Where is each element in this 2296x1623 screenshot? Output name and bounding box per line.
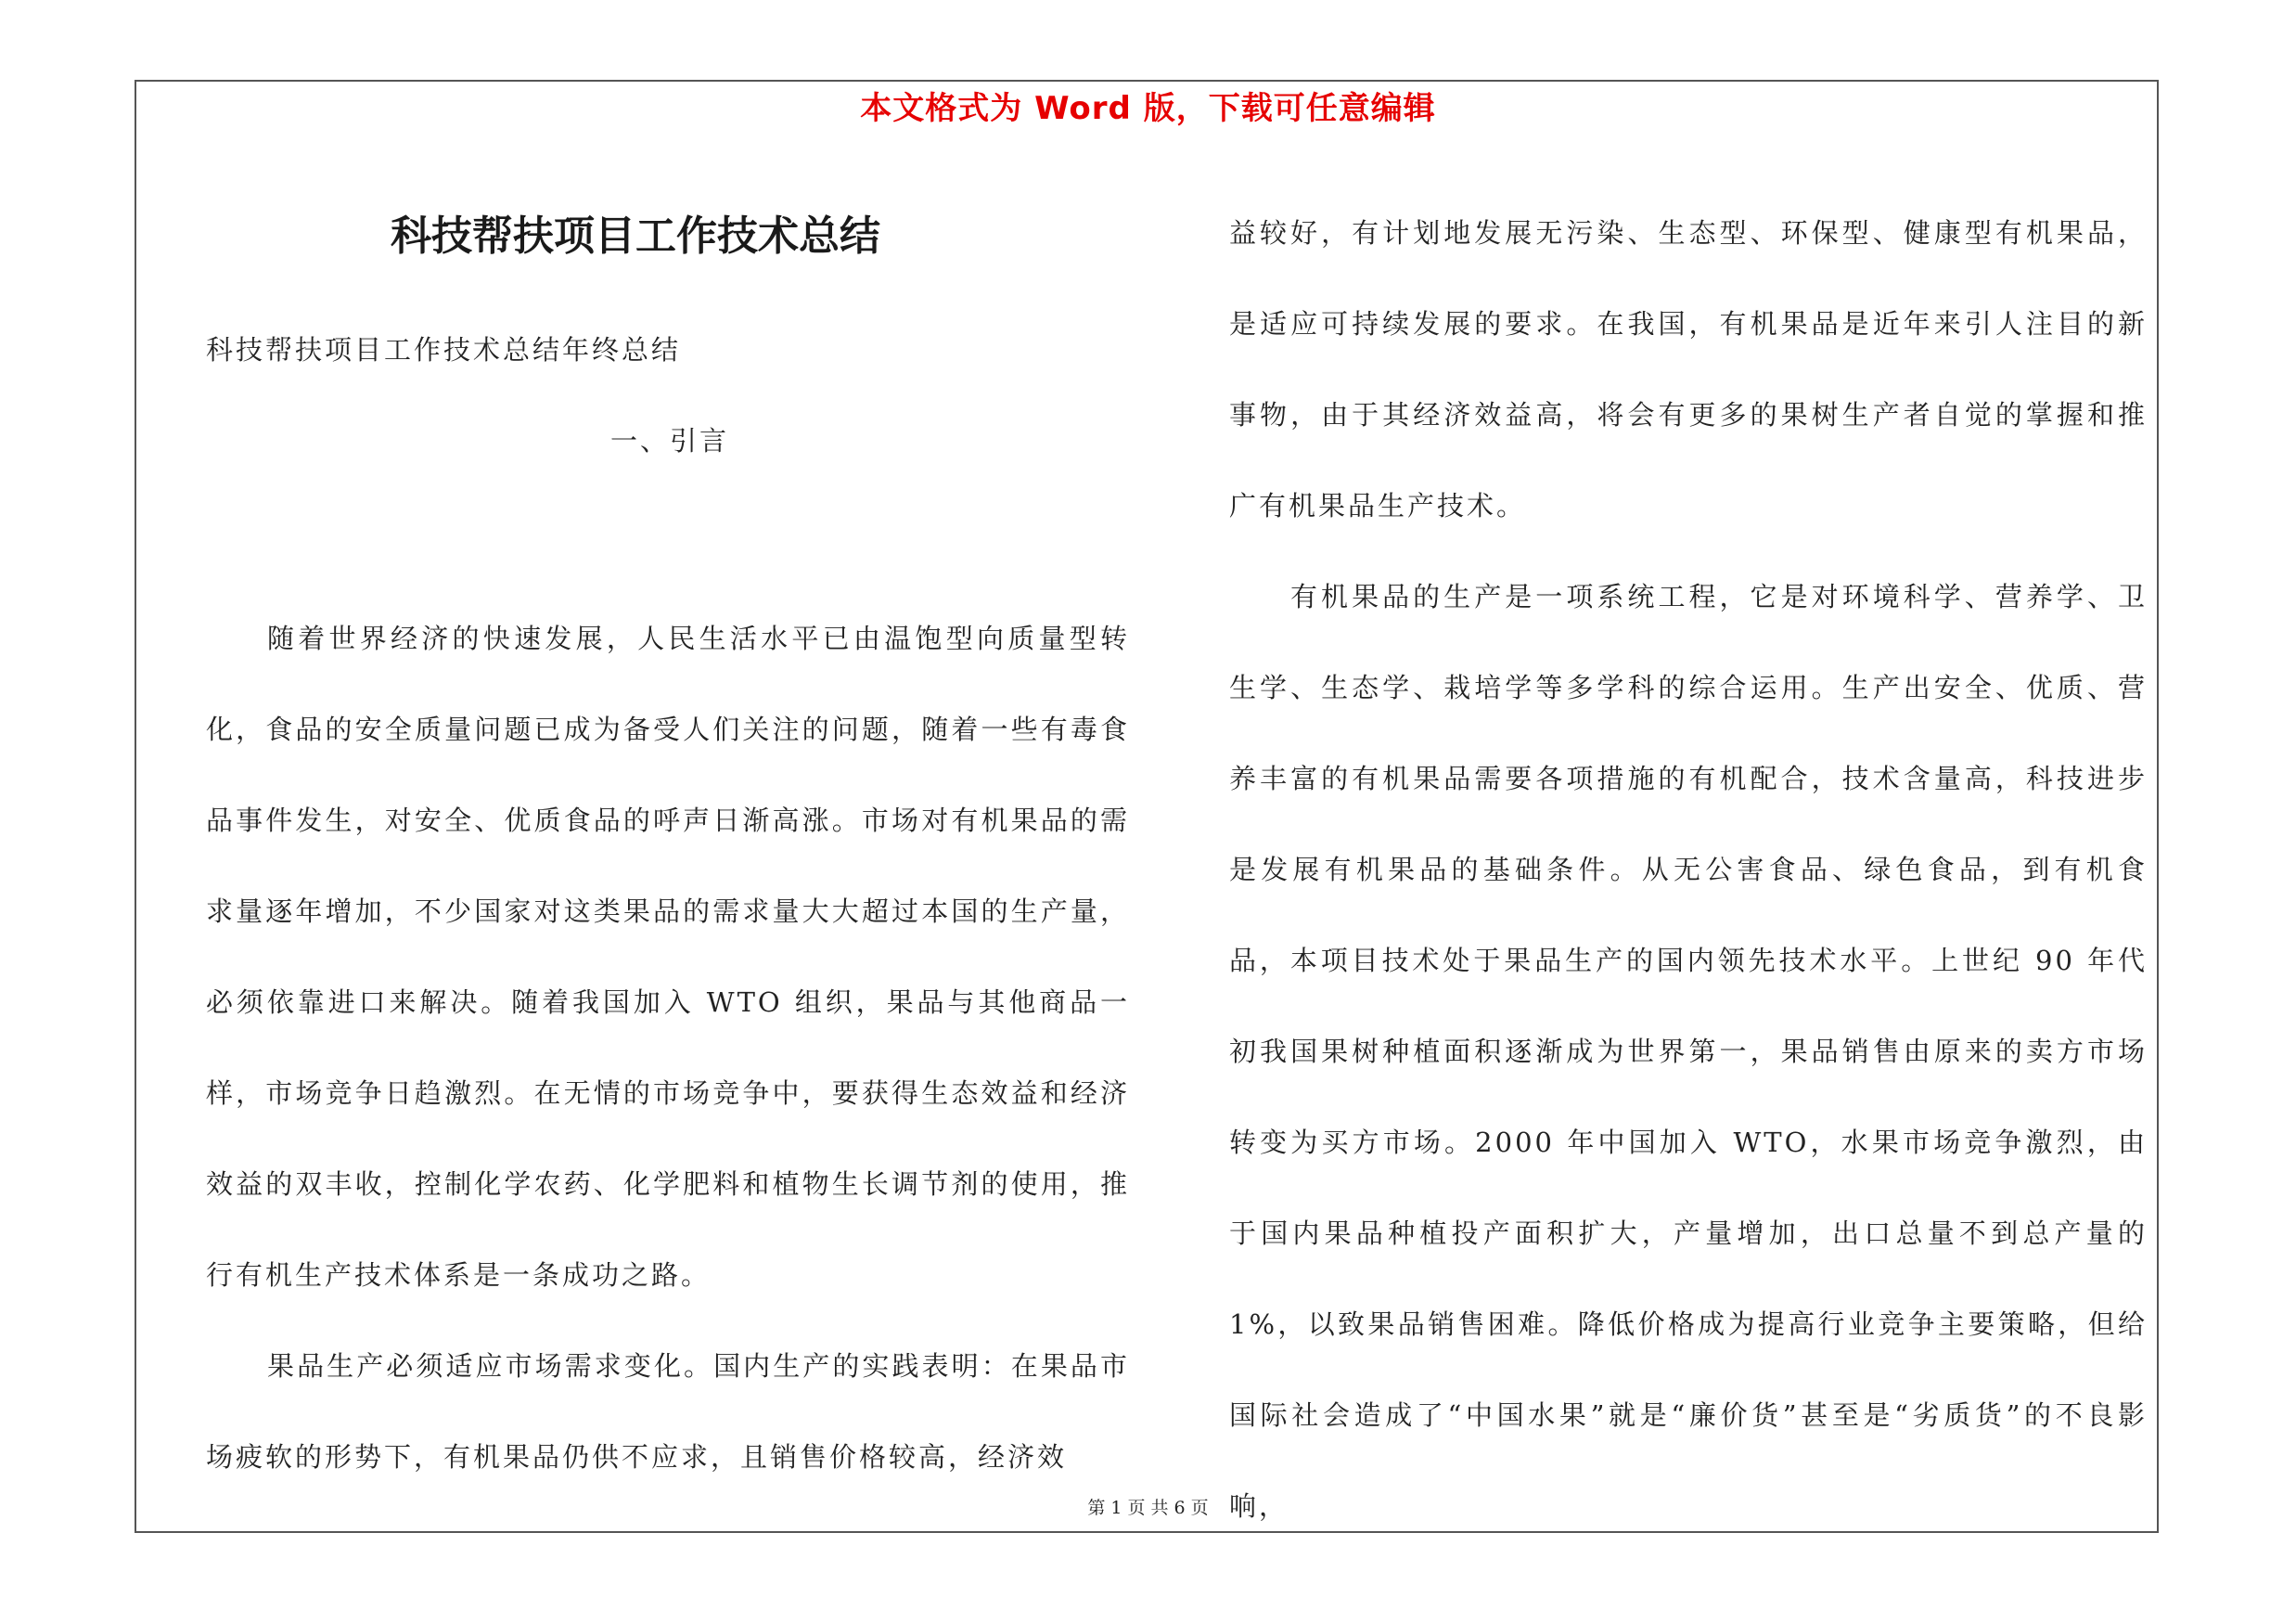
- word-format-banner: 本文格式为 Word 版，下载可任意编辑: [860, 90, 1436, 127]
- paragraph-system-engineering: 有机果品的生产是一项系统工程，它是对环境科学、营养学、卫生学、生态学、栽培学等多学科的综合运用。生产出安全、优质、营养丰富的有机果品需要各项措施的有机配合，技术含量高，科技进步是发展有机果品的基础条件。从无公害食品、绿色食品，到有机食品，本项目技术处于果品生产的国内领先技术水平。上世纪 90 年代初我国果树种植面积逐渐成为世界第一，果品销售由原来的卖方市场转变为买方市场。2000 年中国加入 WTO，水果市场竞争激烈，由于国内果品种植投产面积扩大，产量增加，出口总量不到总产量的 1%，以致果品销售困难。降低价格成为提高行业竞争主要策略，但给国际社会造成了“中国水果”就是“廉价货”甚至是“劣质货”的不良影响，: [1229, 581, 2148, 1522]
- paragraph-market-background: 随着世界经济的快速发展，人民生活水平已由温饱型向质量型转化，食品的安全质量问题已成为备受人们关注的问题，随着一些有毒食品事件发生，对安全、优质食品的呼声日渐高涨。市场对有机果品的需求量逐年增加，不少国家对这类果品的需求量大大超过本国的生产量，必须依靠进口来解决。随着我国加入 WTO 组织，果品与其他商品一样，市场竞争日趋激烈。在无情的市场竞争中，要获得生态效益和经济效益的双丰收，控制化学农药、化学肥料和植物生长调节剂的使用，推行有机生产技术体系是一条成功之路。: [206, 623, 1130, 1291]
- section-heading-introduction: 一、引言: [609, 425, 729, 457]
- paragraph-market-demand: 果品生产必须适应市场需求变化。国内生产的实践表明：在果品市场疲软的形势下，有机果品仍供不应求，且销售价格较高，经济效: [206, 1350, 1130, 1473]
- document-subtitle: 科技帮扶项目工作技术总结年终总结: [206, 334, 682, 366]
- left-column: [206, 593, 1130, 1502]
- right-column: [1229, 187, 2148, 1552]
- paragraph-continued-benefits: 益较好，有计划地发展无污染、生态型、环保型、健康型有机果品，是适应可持续发展的要求。在我国，有机果品是近年来引人注目的新事物，由于其经济效益高，将会有更多的果树生产者自觉的掌握和推广有机果品生产技术。: [1229, 217, 2148, 522]
- document-title: 科技帮扶项目工作技术总结: [391, 213, 880, 260]
- page-number-footer: 第 1 页 共 6 页: [1087, 1498, 1209, 1518]
